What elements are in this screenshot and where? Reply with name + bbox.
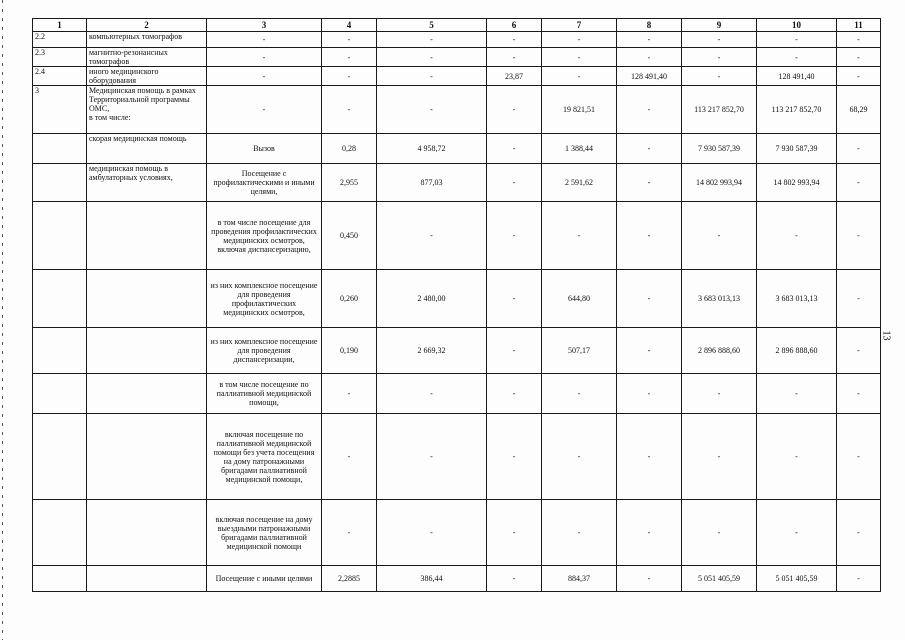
table-cell: - — [487, 164, 542, 202]
table-cell — [33, 566, 87, 592]
table-cell: 128 491,40 — [757, 67, 837, 86]
scan-edge — [2, 0, 3, 640]
table-cell: - — [377, 374, 487, 414]
table-cell: - — [837, 202, 881, 270]
table-cell: компьютерных томографов — [87, 32, 207, 48]
table-cell — [33, 270, 87, 328]
table-cell: - — [322, 32, 377, 48]
table-cell: - — [487, 202, 542, 270]
table-cell: - — [837, 134, 881, 164]
table-cell: 644,80 — [542, 270, 617, 328]
table-cell: включая посещение на дому выездными патронажными бригадами паллиативной медицинской помощи — [207, 500, 322, 566]
table-row — [33, 48, 881, 67]
table-cell: - — [617, 500, 682, 566]
table-cell: - — [322, 374, 377, 414]
column-header: 1 — [33, 19, 87, 32]
table-cell: - — [757, 48, 837, 67]
table-cell: 0,260 — [322, 270, 377, 328]
table-cell: 5 051 405,59 — [757, 566, 837, 592]
table-cell: - — [542, 32, 617, 48]
table-cell — [87, 414, 207, 500]
table-cell: 14 802 993,94 — [682, 164, 757, 202]
column-header: 4 — [322, 19, 377, 32]
table-cell — [87, 500, 207, 566]
table-cell: - — [837, 67, 881, 86]
table-cell: - — [487, 500, 542, 566]
table-cell: 113 217 852,70 — [682, 86, 757, 134]
table-cell: 2 896 888,60 — [757, 328, 837, 374]
table-cell: - — [617, 32, 682, 48]
table-row — [33, 86, 881, 134]
table-cell: 7 930 587,39 — [757, 134, 837, 164]
table-cell: в том числе посещение для проведения профилактических медицинских осмотров, включая диспансеризацию, — [207, 202, 322, 270]
table-cell: в том числе посещение по паллиативной медицинской помощи, — [207, 374, 322, 414]
table-cell — [33, 414, 87, 500]
table-cell — [87, 566, 207, 592]
table-cell: - — [542, 414, 617, 500]
data-table — [32, 18, 881, 592]
table-cell: 877,03 — [377, 164, 487, 202]
table-cell: 4 958,72 — [377, 134, 487, 164]
table-cell: - — [837, 270, 881, 328]
table-cell: - — [322, 500, 377, 566]
table-cell: 3 683 013,13 — [682, 270, 757, 328]
table-cell: - — [487, 48, 542, 67]
table-cell: Посещение с иными целями — [207, 566, 322, 592]
table-cell: - — [757, 32, 837, 48]
table-cell: - — [207, 86, 322, 134]
table-row — [33, 414, 881, 500]
table-cell: - — [542, 500, 617, 566]
table-cell: - — [487, 32, 542, 48]
table-cell: - — [682, 32, 757, 48]
table-cell — [33, 374, 87, 414]
table-cell: - — [837, 32, 881, 48]
table-cell: 2 669,32 — [377, 328, 487, 374]
table-cell: включая посещение по паллиативной медицинской помощи без учета посещения на дому патронажными бригадами паллиативной медицинской помощи, — [207, 414, 322, 500]
table-cell: - — [682, 414, 757, 500]
table-cell: - — [757, 374, 837, 414]
table-cell: из них комплексное посещение для проведения профилактических медицинских осмотров, — [207, 270, 322, 328]
table-cell: - — [377, 48, 487, 67]
table-cell: - — [837, 500, 881, 566]
table-cell: - — [617, 134, 682, 164]
table-cell: 7 930 587,39 — [682, 134, 757, 164]
table-cell: - — [377, 32, 487, 48]
table-cell: 68,29 — [837, 86, 881, 134]
table-row — [33, 202, 881, 270]
table-cell: - — [617, 164, 682, 202]
table-cell: 507,17 — [542, 328, 617, 374]
table-cell: 23,87 — [487, 67, 542, 86]
table-row — [33, 328, 881, 374]
table-cell: - — [377, 500, 487, 566]
table-cell: 0,190 — [322, 328, 377, 374]
table-cell: - — [377, 202, 487, 270]
table-cell — [33, 134, 87, 164]
table-cell: - — [487, 374, 542, 414]
table-cell: - — [207, 67, 322, 86]
table-cell: - — [487, 86, 542, 134]
table-cell: 2 591,62 — [542, 164, 617, 202]
table-cell: - — [617, 202, 682, 270]
table-cell: - — [617, 328, 682, 374]
table-cell: 2,2885 — [322, 566, 377, 592]
table-cell: 2 896 888,60 — [682, 328, 757, 374]
table-cell: - — [207, 32, 322, 48]
table-cell: - — [682, 500, 757, 566]
table-cell: - — [757, 500, 837, 566]
table-cell: - — [682, 374, 757, 414]
table-cell: - — [837, 328, 881, 374]
table-cell: 386,44 — [377, 566, 487, 592]
table-row — [33, 67, 881, 86]
table-cell: - — [377, 414, 487, 500]
table-cell: - — [377, 67, 487, 86]
page-number: 13 — [880, 330, 892, 341]
table-cell: - — [617, 374, 682, 414]
table-cell: - — [617, 86, 682, 134]
table-cell: - — [487, 328, 542, 374]
table-cell: - — [322, 48, 377, 67]
table-cell — [33, 164, 87, 202]
table-cell: 113 217 852,70 — [757, 86, 837, 134]
table-row — [33, 164, 881, 202]
table-cell: - — [207, 48, 322, 67]
column-header: 8 — [617, 19, 682, 32]
table-cell: - — [487, 270, 542, 328]
table-cell: 14 802 993,94 — [757, 164, 837, 202]
table-cell: 884,37 — [542, 566, 617, 592]
table-cell — [87, 270, 207, 328]
table-cell: магнитно-резонансных томографов — [87, 48, 207, 67]
table-cell: - — [682, 67, 757, 86]
table-cell: - — [837, 374, 881, 414]
table-cell: 2.2 — [33, 32, 87, 48]
column-header: 10 — [757, 19, 837, 32]
table-cell: - — [322, 67, 377, 86]
table-cell: - — [617, 414, 682, 500]
table-cell: - — [757, 414, 837, 500]
table-cell: - — [617, 48, 682, 67]
table-cell: - — [617, 270, 682, 328]
table-cell: 2 480,00 — [377, 270, 487, 328]
column-header: 5 — [377, 19, 487, 32]
table-cell: Посещение с профилактическими и иными целями, — [207, 164, 322, 202]
table-cell: - — [617, 566, 682, 592]
table-cell — [33, 500, 87, 566]
column-header: 2 — [87, 19, 207, 32]
table-cell: - — [837, 566, 881, 592]
table-cell: - — [542, 374, 617, 414]
table-cell: 3 — [33, 86, 87, 134]
table-row — [33, 32, 881, 48]
table-cell: - — [322, 86, 377, 134]
table-cell: 128 491,40 — [617, 67, 682, 86]
column-header: 9 — [682, 19, 757, 32]
table-row — [33, 270, 881, 328]
table-cell: - — [322, 414, 377, 500]
table-cell — [87, 202, 207, 270]
table-cell: 0,450 — [322, 202, 377, 270]
table-cell: - — [487, 134, 542, 164]
table-cell — [87, 374, 207, 414]
table-cell: - — [837, 414, 881, 500]
table-cell: 2.4 — [33, 67, 87, 86]
column-header: 3 — [207, 19, 322, 32]
table-cell: скорая медицинская помощь — [87, 134, 207, 164]
table-cell: - — [542, 202, 617, 270]
table-cell: 19 821,51 — [542, 86, 617, 134]
table-cell: Вызов — [207, 134, 322, 164]
table-cell — [87, 328, 207, 374]
column-header: 6 — [487, 19, 542, 32]
table-row — [33, 566, 881, 592]
column-header: 7 — [542, 19, 617, 32]
table-cell: 1 388,44 — [542, 134, 617, 164]
table-cell: 3 683 013,13 — [757, 270, 837, 328]
table-cell: - — [487, 566, 542, 592]
table-header-row — [33, 19, 881, 32]
table-cell: - — [542, 48, 617, 67]
table-cell: из них комплексное посещение для проведения диспансеризации, — [207, 328, 322, 374]
table-row — [33, 500, 881, 566]
table-cell — [33, 328, 87, 374]
table-row — [33, 134, 881, 164]
table-cell: 2,955 — [322, 164, 377, 202]
table-cell: - — [542, 67, 617, 86]
table-cell: - — [837, 48, 881, 67]
table-row — [33, 374, 881, 414]
table-cell: - — [487, 414, 542, 500]
table-cell: - — [837, 164, 881, 202]
table-cell: 0,28 — [322, 134, 377, 164]
table-cell: - — [682, 48, 757, 67]
table-cell — [33, 202, 87, 270]
table-cell: - — [377, 86, 487, 134]
table-cell: 2.3 — [33, 48, 87, 67]
table-cell: - — [757, 202, 837, 270]
table-cell: 5 051 405,59 — [682, 566, 757, 592]
column-header: 11 — [837, 19, 881, 32]
table-cell: - — [682, 202, 757, 270]
table-cell: медицинская помощь в амбулаторных условиях, — [87, 164, 207, 202]
table-cell: Медицинская помощь в рамках Территориальной программы ОМС, в том числе: — [87, 86, 207, 134]
table-cell: иного медицинского оборудования — [87, 67, 207, 86]
